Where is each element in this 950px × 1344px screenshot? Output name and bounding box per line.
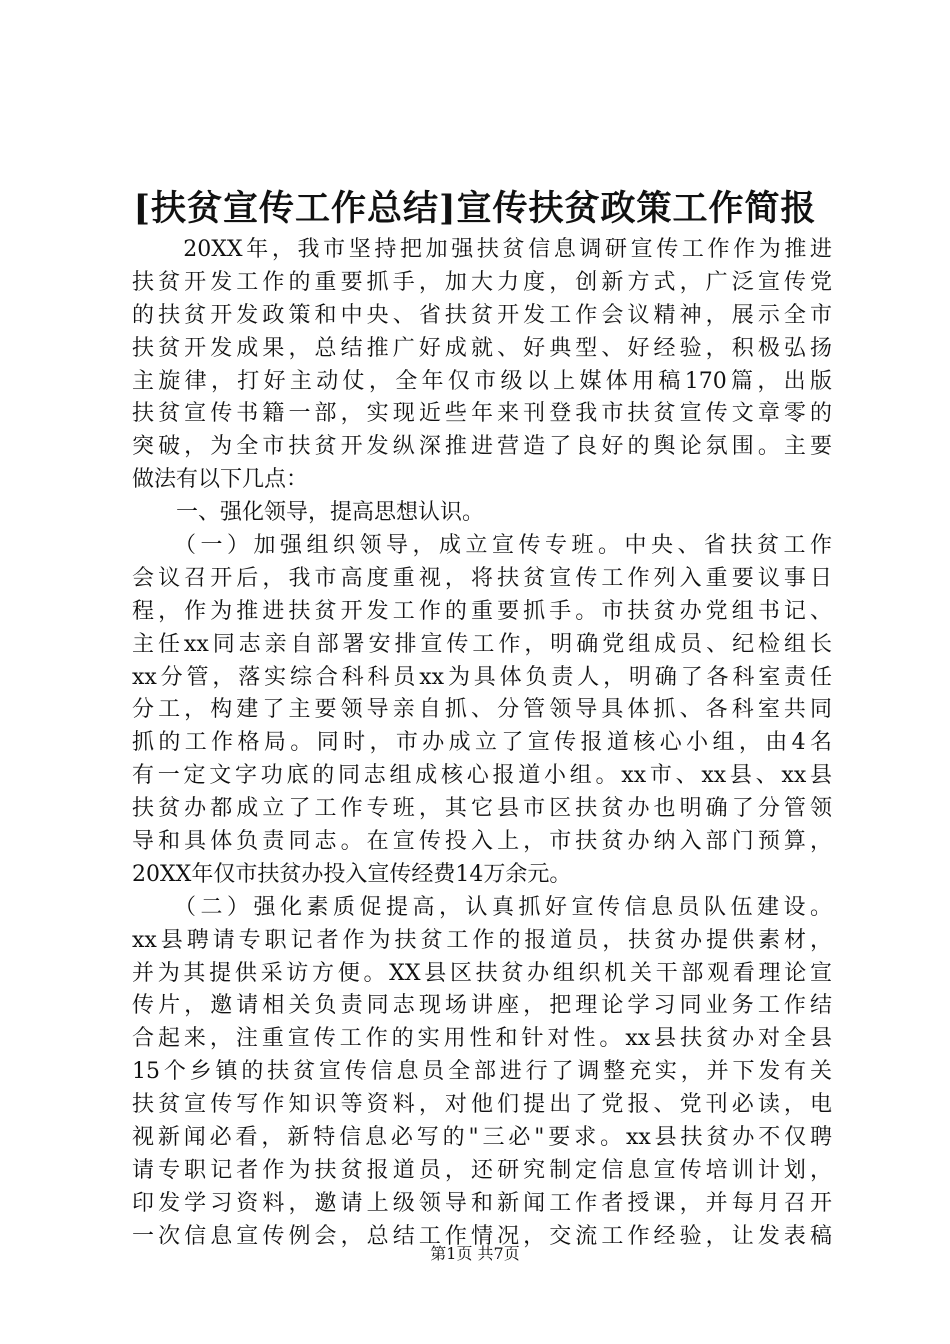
document-body — [132, 234, 832, 1254]
text-line: xx县聘请专职记者作为扶贫工作的报道员，扶贫办提供素材， — [132, 927, 832, 953]
text-line: 程，作为推进扶贫开发工作的重要抓手。市扶贫办党组书记、 — [132, 598, 832, 624]
text-line: 扶贫办都成立了工作专班，其它县市区扶贫办也明确了分管领 — [132, 796, 832, 822]
text-line: 抓的工作格局。同时，市办成立了宣传报道核心小组，由4名 — [132, 730, 832, 756]
text-line: 扶贫开发工作的重要抓手，加大力度，创新方式，广泛宣传党 — [132, 269, 832, 295]
page-footer: 第1页 共7页 — [430, 1244, 520, 1263]
text-line: 合起来，注重宣传工作的实用性和针对性。xx县扶贫办对全县 — [132, 1026, 832, 1052]
text-line: 扶贫宣传书籍一部，实现近些年来刊登我市扶贫宣传文章零的 — [132, 401, 832, 427]
text-line: 一、强化领导，提高思想认识。 — [132, 500, 485, 526]
text-line: 导和具体负责同志。在宣传投入上，市扶贫办纳入部门预算， — [132, 829, 832, 855]
text-line: 有一定文字功底的同志组成核心报道小组。xx市、xx县、xx县 — [132, 763, 832, 789]
text-line: 视新闻必看，新特信息必写的"三必"要求。xx县扶贫办不仅聘 — [132, 1125, 832, 1151]
text-line: 主旋律，打好主动仗，全年仅市级以上媒体用稿170篇，出版 — [132, 368, 832, 394]
text-line: 并为其提供采访方便。XX县区扶贫办组织机关干部观看理论宣 — [132, 960, 832, 986]
document-title: [扶贫宣传工作总结]宣传扶贫政策工作简报 — [133, 188, 817, 229]
text-line: 15个乡镇的扶贫宣传信息员全部进行了调整充实，并下发有关 — [132, 1059, 832, 1085]
text-line: 分工，构建了主要领导亲自抓、分管领导具体抓、各科室共同 — [132, 697, 832, 723]
text-line: 突破，为全市扶贫开发纵深推进营造了良好的舆论氛围。主要 — [132, 434, 832, 460]
text-line: 会议召开后，我市高度重视，将扶贫宣传工作列入重要议事日 — [132, 565, 832, 591]
text-line: 主任xx同志亲自部署安排宣传工作，明确党组成员、纪检组长 — [132, 631, 832, 657]
text-line: 20XX年，我市坚持把加强扶贫信息调研宣传工作作为推进 — [132, 237, 832, 262]
text-line: 20XX年仅市扶贫办投入宣传经费14万余元。 — [132, 861, 572, 887]
text-line: （一）加强组织领导，成立宣传专班。中央、省扶贫工作 — [132, 533, 832, 559]
text-line: 扶贫开发成果，总结推广好成就、好典型、好经验，积极弘扬 — [132, 335, 832, 361]
text-line: 的扶贫开发政策和中央、省扶贫开发工作会议精神，展示全市 — [132, 302, 832, 328]
text-line: 传片，邀请相关负责同志现场讲座，把理论学习同业务工作结 — [132, 993, 832, 1019]
text-line: 请专职记者作为扶贫报道员，还研究制定信息宣传培训计划， — [132, 1157, 832, 1183]
text-line: 一次信息宣传例会，总结工作情况，交流工作经验，让发表稿 — [132, 1223, 832, 1249]
text-line: xx分管，落实综合科科员xx为具体负责人，明确了各科室责任 — [132, 664, 832, 690]
text-line: 做法有以下几点： — [132, 467, 309, 493]
text-line: 印发学习资料，邀请上级领导和新闻工作者授课，并每月召开 — [132, 1190, 832, 1216]
text-line: 扶贫宣传写作知识等资料，对他们提出了党报、党刊必读，电 — [132, 1092, 832, 1118]
text-line: （二）强化素质促提高，认真抓好宣传信息员队伍建设。 — [132, 894, 832, 920]
